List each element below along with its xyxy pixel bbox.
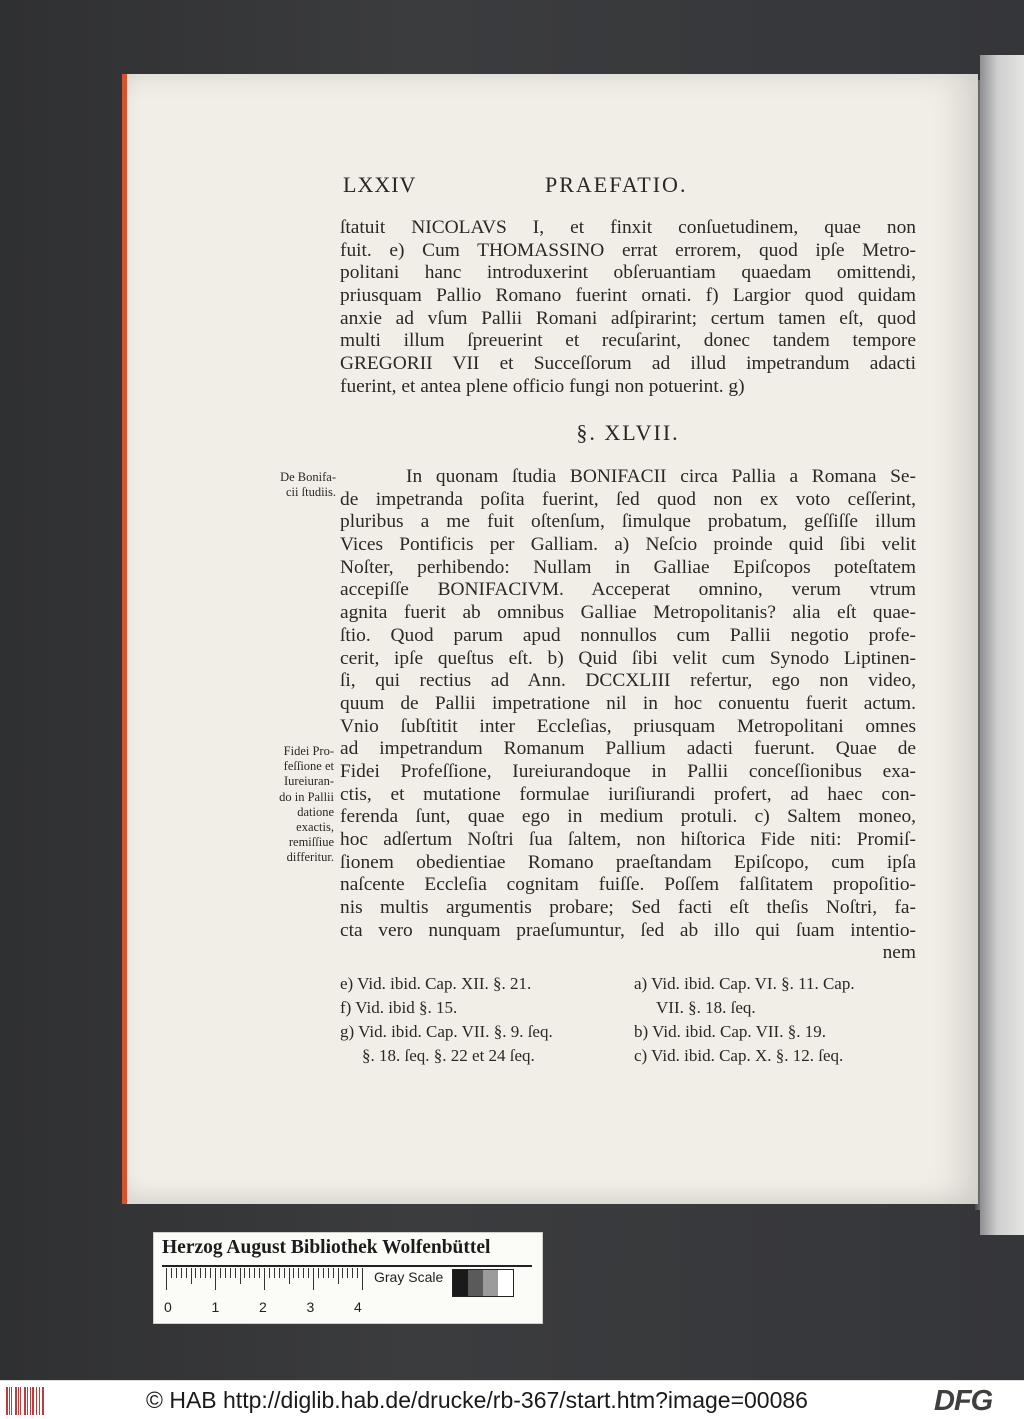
gray-swatch (453, 1270, 468, 1296)
ruler-tick (303, 1268, 304, 1278)
text-line: Noſter, perhibendo: Nullam in Galliae Epiſcopos poteſtatem (340, 556, 916, 578)
text-line: hoc adſertum Noſtri ſua ſaltem, non hiſtorica Fide niti: Promiſ- (340, 829, 916, 850)
page-header (340, 172, 720, 202)
gray-swatch (468, 1270, 483, 1296)
marginal-line: feſſione et (283, 759, 334, 774)
ruler-tick (313, 1268, 314, 1290)
text-line: de impetranda poſita fuerint, ſed quod non ex voto ceſſerint, (340, 488, 916, 510)
dfg-logo: DFG (934, 1385, 993, 1417)
text-line: accepiſſe BONIFACIVM. Acceperat omnino, verum vtrum (340, 579, 916, 601)
top-paragraph (340, 217, 916, 399)
text-line: nem (882, 942, 916, 964)
ruler-tick (357, 1268, 358, 1278)
ruler-tick (338, 1268, 339, 1284)
text-line: ſionem obedientiae Romano praeſtandam Epiſcopo, cum ipſa (340, 851, 916, 873)
ruler-tick (205, 1268, 206, 1278)
ruler-tick (186, 1268, 187, 1278)
ruler-tick (200, 1268, 201, 1278)
text-line: pluribus a me fuit oſtenſum, ſimulque probatum, geſſiſſe illum (340, 511, 916, 533)
text-line: naſcente Eccleſia cognitam fuiſſe. Poſſem falſitatem propoſitio- (340, 874, 916, 896)
ruler-tick (333, 1268, 334, 1278)
ruler-tick (240, 1268, 241, 1284)
footnote: a) Vid. ibid. Cap. VI. §. 11. Cap. (634, 974, 855, 993)
marginal-note-bonifacius (262, 470, 336, 500)
text-line: cerit, ipſe queſtus eſt. b) Quid ſibi velit cum Synodo Liptinen- (340, 647, 916, 669)
marginal-line: do in Pallii (279, 789, 334, 804)
ruler-tick (308, 1268, 309, 1278)
footnote: §. 18. ſeq. §. 22 et 24 ſeq. (362, 1046, 535, 1065)
barcode-bar (9, 1387, 10, 1415)
footer-bar (0, 1380, 1024, 1419)
barcode-bar (11, 1387, 12, 1415)
ruler-tick (323, 1268, 324, 1278)
ruler-tick (342, 1268, 343, 1278)
ruler-tick (352, 1268, 353, 1278)
ruler-tick (318, 1268, 319, 1278)
barcode-bar (36, 1387, 37, 1415)
text-line: priusquam Pallio Romano fuerint ornati. f) Largior quod quidam (340, 285, 916, 307)
marginal-line: differitur. (286, 850, 334, 865)
marginal-line: Fidei Pro- (283, 744, 334, 758)
ruler-tick (254, 1268, 255, 1278)
ruler-tick (328, 1268, 329, 1278)
footnote: e) Vid. ibid. Cap. XII. §. 21. (340, 974, 532, 993)
card-rule (162, 1265, 532, 1267)
text-line: Vices Pontificis per Galliam. a) Neſcio proinde quid ſibi velit (340, 534, 916, 556)
library-name: Herzog August Bibliothek Wolfenbüttel (162, 1237, 491, 1258)
ruler-tick (220, 1268, 221, 1278)
marginal-line: Iureiuran- (284, 774, 334, 789)
ruler-number: 3 (306, 1299, 315, 1315)
text-line: Vnio ſubſtitit inter Eccleſias, priusquam Metropolitani omnes (340, 715, 916, 737)
ruler-tick (181, 1268, 182, 1278)
ruler-tick (264, 1268, 265, 1290)
footnote: g) Vid. ibid. Cap. VII. §. 9. ſeq. (340, 1022, 553, 1041)
main-paragraph (340, 466, 916, 965)
text-line: GREGORII VII et Succeſſorum ad illud impetrandum adacti (340, 353, 916, 375)
marginal-line: remiſſiue (288, 835, 334, 850)
text-line: Fidei Profeſſione, Iureiurandoque in Pallii conceſſionibus exa- (340, 760, 916, 782)
ruler-tick (210, 1268, 211, 1278)
text-line: fuit. e) Cum THOMASSINO errat errorem, quod ipſe Metro- (340, 239, 916, 261)
barcode-bar (20, 1387, 21, 1415)
text-line: ſi, qui rectius ad Ann. DCCXLIII refertur, ego non video, (340, 670, 916, 692)
ruler-tick (171, 1268, 172, 1278)
ruler-tick (347, 1268, 348, 1278)
hab-logo-icon (6, 1387, 46, 1415)
running-title: PRAEFATIO. (545, 172, 688, 197)
ruler-number: 1 (211, 1299, 220, 1315)
text-line: cta vero nunquam praeſumuntur, ſed ab illo qui ſuam intentio- (340, 919, 916, 941)
text-line: ſtatuit NICOLAVS I, et finxit conſuetudinem, quae non (340, 217, 916, 238)
footnotes-right (634, 972, 855, 1068)
folio-number: LXXIV (343, 172, 417, 197)
barcode-bar (42, 1387, 44, 1415)
ruler-tick (225, 1268, 226, 1278)
color-card (153, 1232, 543, 1324)
footnote: VII. §. 18. ſeq. (656, 998, 756, 1017)
barcode-bar (24, 1387, 26, 1415)
text-line: agnita fuerit ab omnibus Galliae Metropolitanis? alia eſt quae- (340, 602, 916, 624)
ruler-tick (298, 1268, 299, 1278)
footnote: f) Vid. ibid §. 15. (340, 998, 458, 1017)
barcode-bar (18, 1387, 19, 1415)
ruler-tick (293, 1268, 294, 1278)
marginal-line: cii ſtudiis. (286, 485, 336, 500)
ruler-tick (249, 1268, 250, 1278)
text-line: quum de Pallii impetratione nil in hoc conuentu fuerit actum. (340, 692, 916, 714)
barcode-bar (30, 1387, 31, 1415)
gray-scale-swatches (452, 1269, 514, 1297)
ruler-tick (284, 1268, 285, 1278)
ruler-tick (195, 1268, 196, 1278)
text-line: politani hanc introduxerint obſeruantiam quaedam omittendi, (340, 262, 916, 284)
text-line: ctis, et mutatione formulae iuriſiurandi profert, ad haec con- (340, 783, 916, 805)
ruler-tick (362, 1268, 363, 1290)
text-line: anxie ad vſum Pallii Romani adſpirarint; certum tamen eſt, quod (340, 307, 916, 329)
barcode-bar (27, 1387, 28, 1415)
ruler-tick (259, 1268, 260, 1278)
footnote: b) Vid. ibid. Cap. VII. §. 19. (634, 1022, 826, 1041)
ruler-number: 2 (259, 1299, 267, 1315)
gray-swatch (483, 1270, 498, 1296)
marginal-line: datione (297, 804, 334, 819)
barcode-bar (39, 1387, 40, 1415)
ruler-tick (176, 1268, 177, 1278)
text-line: fuerint, et antea plene officio fungi non potuerint. g) (340, 375, 745, 397)
ruler-tick (289, 1268, 290, 1284)
ruler-number: 0 (164, 1299, 172, 1315)
text-line: ferenda ſunt, quae ego in medium protuli. c) Saltem moneo, (340, 806, 916, 828)
marginal-line: De Bonifa- (280, 470, 336, 484)
marginal-note-fidei (262, 744, 334, 866)
footnotes-left (340, 972, 553, 1068)
gray-swatch (498, 1270, 513, 1296)
copyright-url[interactable]: © HAB http://diglib.hab.de/drucke/rb-367/start.htm?image=00086 (146, 1387, 808, 1413)
ruler-number: 4 (354, 1299, 362, 1315)
ruler-tick (269, 1268, 270, 1278)
barcode-bar (32, 1387, 34, 1415)
ruler-tick (279, 1268, 280, 1278)
next-page-edge (980, 55, 1024, 1235)
ruler-tick (215, 1268, 216, 1290)
ruler-tick (191, 1268, 192, 1284)
gray-scale-label: Gray Scale (374, 1269, 444, 1285)
text-line: ad impetrandum Romanum Pallium adacti fuerunt. Quae de (340, 738, 916, 760)
footnote: c) Vid. ibid. Cap. X. §. 12. ſeq. (634, 1046, 844, 1065)
ruler-tick (244, 1268, 245, 1278)
text-line: In quonam ſtudia BONIFACII circa Pallia a Romana Se- (406, 466, 916, 487)
text-line: nis multis argumentis probare; Sed facti eſt theſis Noſtri, fa- (340, 897, 916, 919)
marginal-line: exactis, (296, 819, 334, 834)
ruler-tick (235, 1268, 236, 1278)
ruler-tick (166, 1268, 167, 1290)
barcode-bar (6, 1387, 8, 1415)
barcode-bar (15, 1387, 17, 1415)
text-line: multi illum ſpreuerint et recuſarint, donec tandem tempore (340, 330, 916, 352)
ruler-tick (274, 1268, 275, 1278)
text-line: ſtio. Quod parum apud nonnullos cum Pallii negotio profe- (340, 624, 916, 646)
measurement-ruler (166, 1268, 366, 1292)
ruler-tick (230, 1268, 231, 1278)
section-heading: §. XLVII. (576, 420, 680, 445)
